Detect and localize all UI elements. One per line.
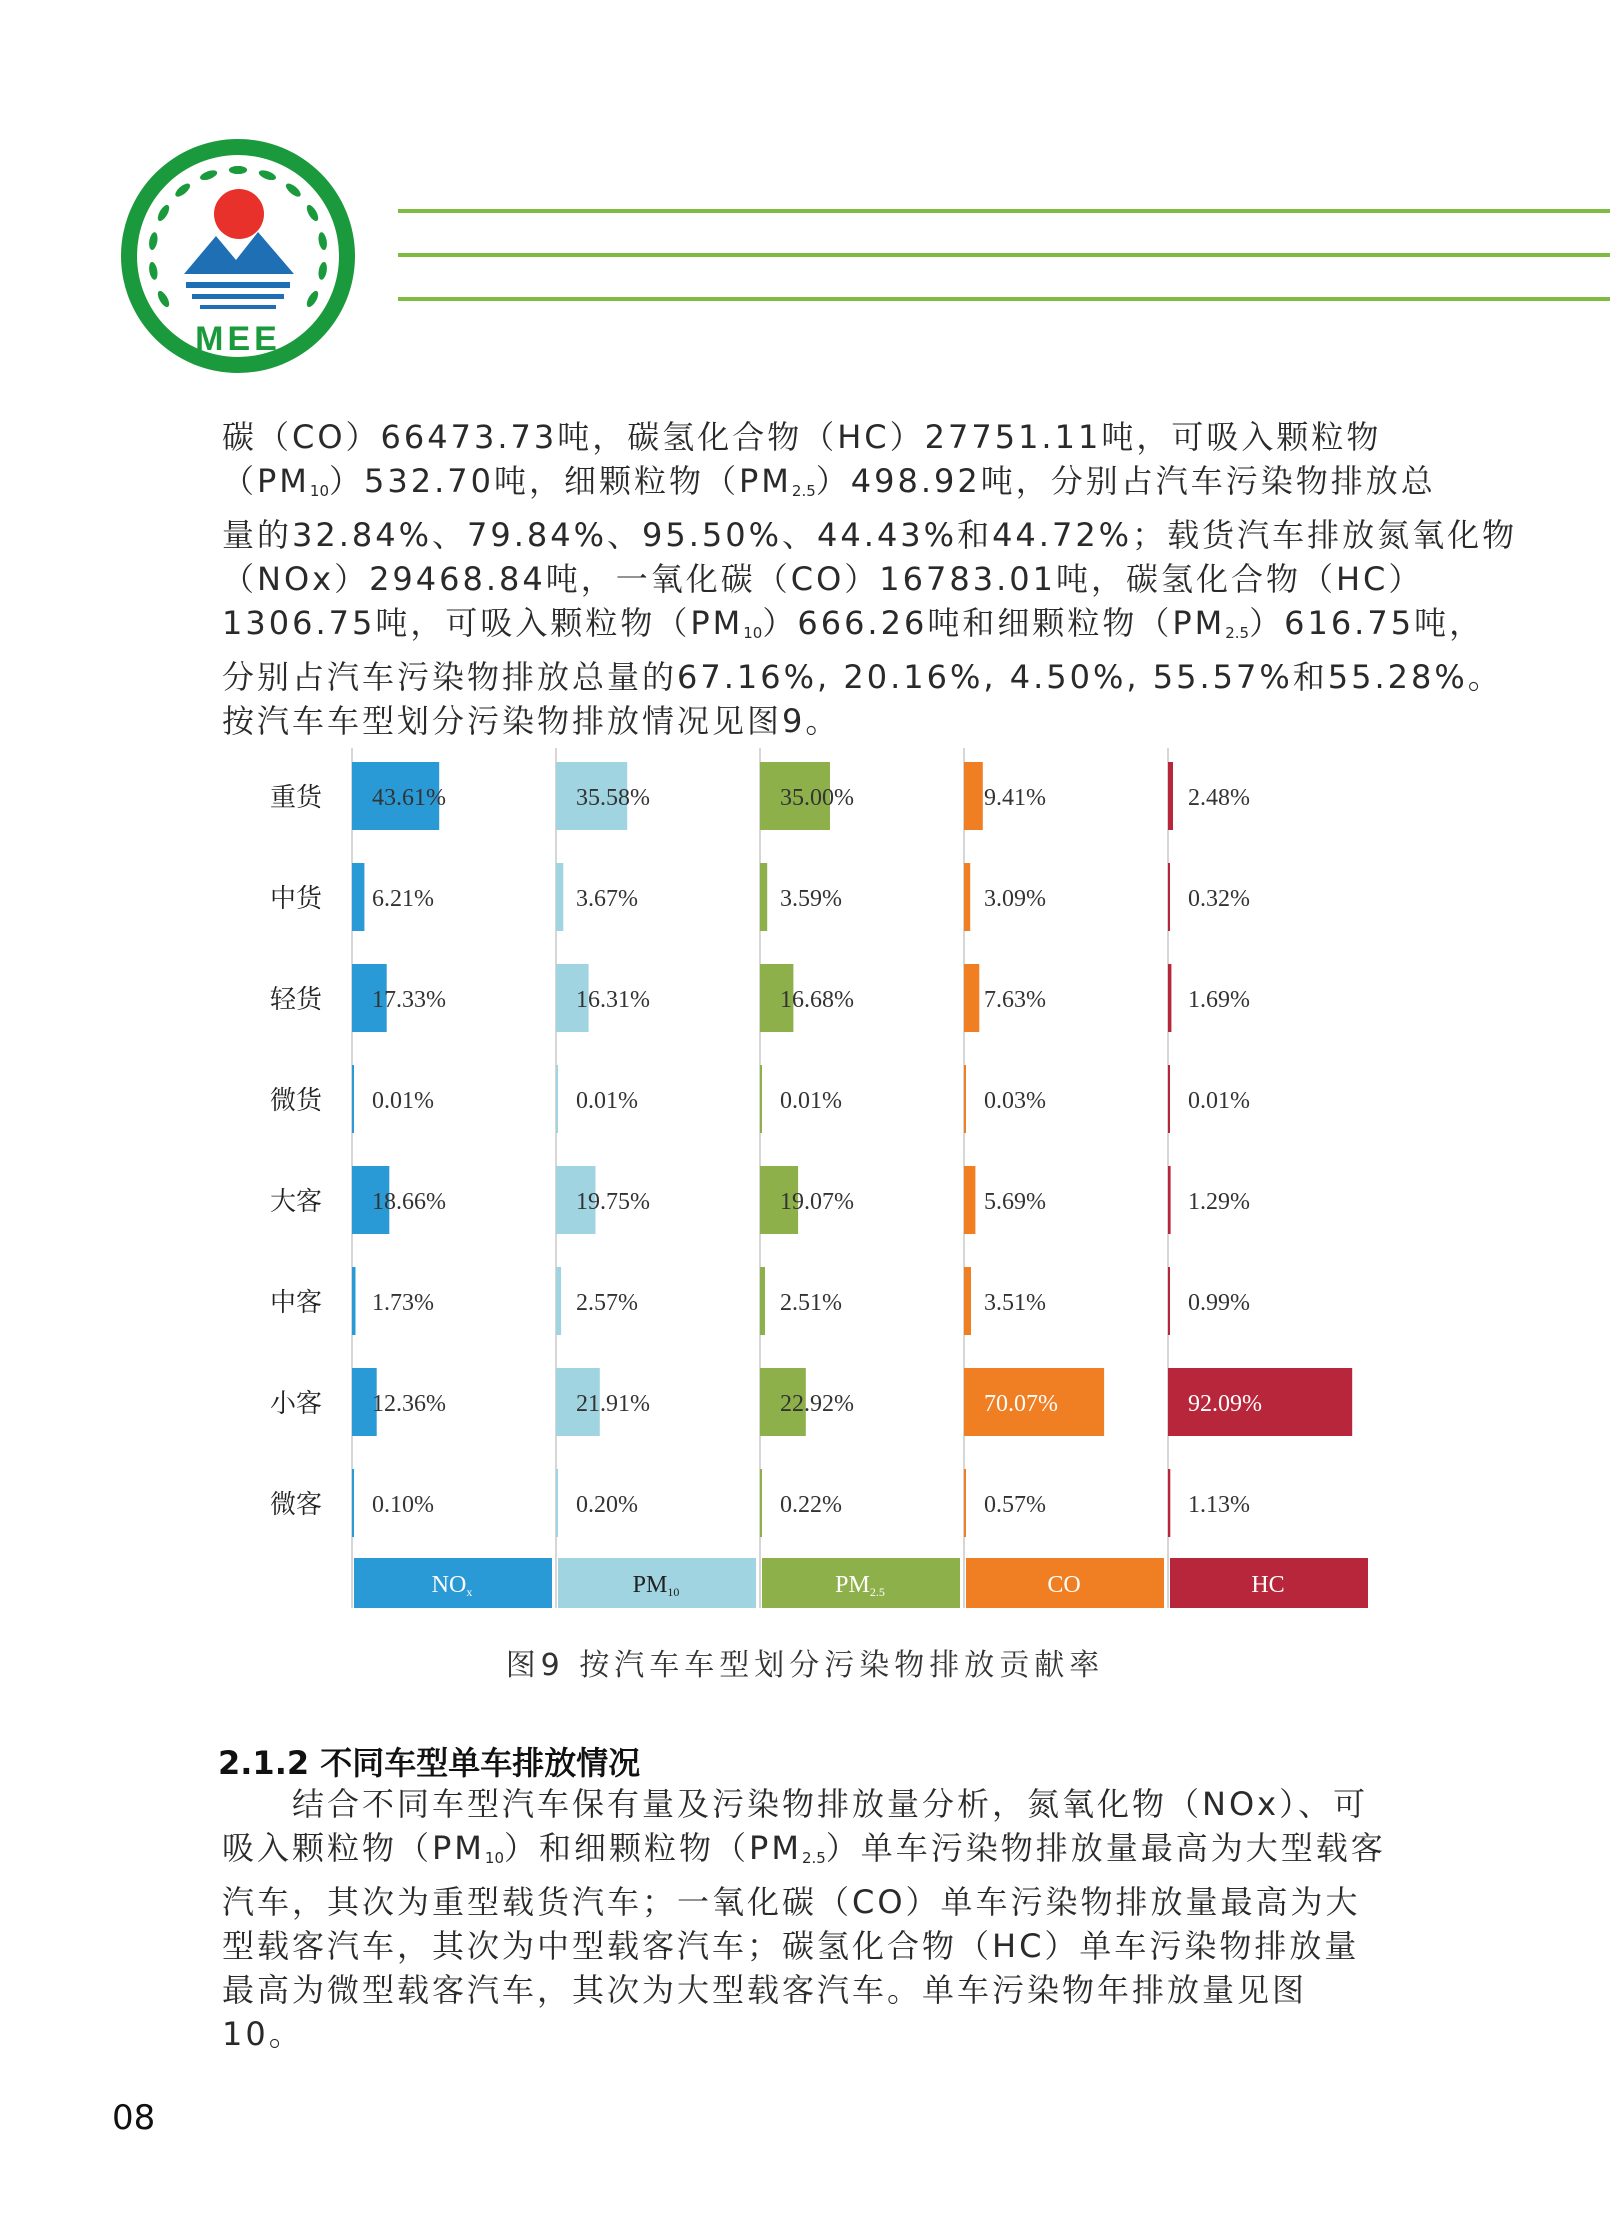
text-run: ）和细颗粒物（PM: [504, 1829, 802, 1867]
bar: [556, 1267, 561, 1335]
legend-label-main: HC: [1251, 1572, 1285, 1598]
bar: [760, 1469, 762, 1537]
bar: [352, 1469, 354, 1537]
text-run: ）666.26吨和细颗粒物（PM: [762, 604, 1226, 642]
text-line: [222, 655, 1503, 699]
text-line: [222, 601, 1485, 655]
text-line: [222, 699, 1418, 743]
category-label: 重货: [269, 783, 322, 813]
bar: [1168, 1166, 1171, 1234]
data-label: 0.20%: [576, 1492, 638, 1518]
category-label: 微客: [269, 1490, 322, 1520]
bar: [556, 1469, 558, 1537]
legend-label-main: PM: [835, 1572, 870, 1598]
bar: [1168, 762, 1173, 830]
category-label: 中客: [269, 1288, 322, 1318]
subscript: 10: [743, 624, 763, 642]
page-number: 08: [112, 2098, 156, 2138]
bar: [1168, 1065, 1170, 1133]
bar: [1168, 863, 1170, 931]
intro-paragraph: [222, 415, 1518, 743]
bar: [760, 1065, 762, 1133]
data-label: 92.09%: [1188, 1391, 1262, 1417]
text-run: ）单车污染物排放量最高为大型载客: [825, 1829, 1386, 1867]
data-label: 0.01%: [780, 1088, 842, 1114]
category-label: 大客: [269, 1187, 322, 1217]
text-run: ）532.70吨，细颗粒物（PM: [329, 462, 792, 500]
text-line: [222, 557, 1424, 601]
text-run: ）498.92吨，分别占汽车污染物排放总: [815, 462, 1436, 500]
text-line: [222, 1782, 1418, 1826]
data-label: 5.69%: [984, 1189, 1046, 1215]
category-label: 轻货: [269, 985, 322, 1015]
emission-contribution-chart: [240, 748, 1420, 1618]
subscript: 10: [309, 482, 330, 500]
text-run: ）616.75吨，: [1249, 604, 1485, 642]
data-label: 3.67%: [576, 886, 638, 912]
subscript: 2.5: [1225, 624, 1250, 642]
bar: [352, 1267, 356, 1335]
bar: [964, 1267, 971, 1335]
data-label: 35.00%: [780, 785, 854, 811]
legend-label-main: NO: [431, 1572, 467, 1598]
data-label: 0.01%: [372, 1088, 434, 1114]
header-rule-1: [398, 209, 1610, 213]
text-run: （PM: [222, 462, 310, 500]
subscript: 2.5: [801, 1849, 826, 1867]
data-label: 19.75%: [576, 1189, 650, 1215]
bar: [1168, 964, 1171, 1032]
bar: [760, 1267, 765, 1335]
data-label: 2.48%: [1188, 785, 1250, 811]
text-run: 碳（CO）66473.73吨，碳氢化合物（HC）27751.11吨，可吸入颗粒物: [222, 418, 1382, 456]
mee-logo: [118, 136, 358, 376]
text-line: [222, 2012, 1418, 2056]
data-label: 0.01%: [576, 1088, 638, 1114]
data-label: 70.07%: [984, 1391, 1058, 1417]
bar: [964, 762, 983, 830]
data-label: 1.29%: [1188, 1189, 1250, 1215]
category-label: 小客: [269, 1389, 322, 1419]
bar: [1168, 1267, 1170, 1335]
subscript: 2.5: [791, 482, 816, 500]
text-run: （NOx）29468.84吨，一氧化碳（CO）16783.01吨，碳氢化合物（HC）: [222, 560, 1424, 598]
header-rule-2: [398, 253, 1610, 257]
subscript: 10: [484, 1849, 505, 1867]
data-label: 35.58%: [576, 785, 650, 811]
data-label: 0.01%: [1188, 1088, 1250, 1114]
data-label: 17.33%: [372, 987, 446, 1013]
text-line: [222, 459, 1436, 513]
data-label: 0.03%: [984, 1088, 1046, 1114]
text-line: [222, 1826, 1418, 1880]
text-run: 1306.75吨，可吸入颗粒物（PM: [222, 604, 744, 642]
text-line: [222, 1968, 1418, 2012]
data-label: 6.21%: [372, 886, 434, 912]
data-label: 2.51%: [780, 1290, 842, 1316]
bar: [964, 964, 979, 1032]
data-label: 0.10%: [372, 1492, 434, 1518]
bar: [556, 1065, 558, 1133]
bar: [964, 1166, 975, 1234]
text-run: 吸入颗粒物（PM: [222, 1829, 485, 1867]
data-label: 7.63%: [984, 987, 1046, 1013]
data-label: 19.07%: [780, 1189, 854, 1215]
data-label: 0.99%: [1188, 1290, 1250, 1316]
legend-label: [432, 1572, 473, 1599]
data-label: 9.41%: [984, 785, 1046, 811]
legend-label-main: CO: [1047, 1572, 1081, 1598]
bar: [1168, 1469, 1170, 1537]
bar: [352, 1065, 354, 1133]
legend-label-sub: 10: [667, 1585, 680, 1599]
text-run: 按汽车车型划分污染物排放情况见图9。: [222, 702, 841, 740]
legend-label: [1047, 1572, 1080, 1598]
text-line: [222, 1924, 1418, 1968]
data-label: 3.51%: [984, 1290, 1046, 1316]
figure-caption: 图9 按汽车车型划分污染物排放贡献率: [505, 1648, 1105, 1683]
section-title: 2.1.2 不同车型单车排放情况: [218, 1744, 641, 1782]
sun-icon: [214, 189, 264, 239]
data-label: 3.09%: [984, 886, 1046, 912]
text-run: 10。: [222, 2015, 304, 2053]
data-label: 1.13%: [1188, 1492, 1250, 1518]
bar: [964, 863, 970, 931]
legend-label: [1251, 1572, 1284, 1598]
data-label: 0.32%: [1188, 886, 1250, 912]
text-run: 最高为微型载客汽车，其次为大型载客汽车。单车污染物年排放量见图: [222, 1971, 1308, 2009]
data-label: 43.61%: [372, 785, 446, 811]
legend-label-main: PM: [632, 1572, 668, 1598]
bar: [760, 863, 767, 931]
data-label: 16.68%: [780, 987, 854, 1013]
data-label: 1.69%: [1188, 987, 1250, 1013]
legend-label-sub: x: [466, 1585, 473, 1599]
section-paragraph: [222, 1782, 1418, 2056]
category-label: 中货: [269, 884, 322, 914]
legend-label-sub: 2.5: [869, 1585, 885, 1599]
text-line: [222, 1880, 1418, 1924]
data-label: 22.92%: [780, 1391, 854, 1417]
category-label: 微货: [269, 1086, 322, 1116]
data-label: 3.59%: [780, 886, 842, 912]
text-line: [222, 513, 1518, 557]
bar: [964, 1469, 966, 1537]
data-label: 21.91%: [576, 1391, 650, 1417]
data-label: 12.36%: [372, 1391, 446, 1417]
logo-text: MEE: [195, 320, 281, 358]
data-label: 2.57%: [576, 1290, 638, 1316]
text-run: 分别占汽车污染物排放总量的67.16%, 20.16%, 4.50%, 55.57%和55.28%。: [222, 658, 1503, 696]
data-label: 1.73%: [372, 1290, 434, 1316]
data-label: 0.22%: [780, 1492, 842, 1518]
text-run: 量的32.84%、79.84%、95.50%、44.43%和44.72%；载货汽车排放氮氧化物: [222, 516, 1518, 554]
text-run: 汽车，其次为重型载货汽车；一氧化碳（CO）单车污染物排放量最高为大: [222, 1883, 1361, 1921]
bar: [352, 863, 364, 931]
bar: [964, 1065, 966, 1133]
text-run: 结合不同车型汽车保有量及污染物排放量分析，氮氧化物（NOx）、可: [222, 1785, 1369, 1823]
data-label: 18.66%: [372, 1189, 446, 1215]
bar: [556, 863, 563, 931]
data-label: 0.57%: [984, 1492, 1046, 1518]
data-label: 16.31%: [576, 987, 650, 1013]
header-rule-3: [398, 297, 1610, 301]
text-run: 型载客汽车，其次为中型载客汽车；碳氢化合物（HC）单车污染物排放量: [222, 1927, 1360, 1965]
text-line: [222, 415, 1418, 459]
